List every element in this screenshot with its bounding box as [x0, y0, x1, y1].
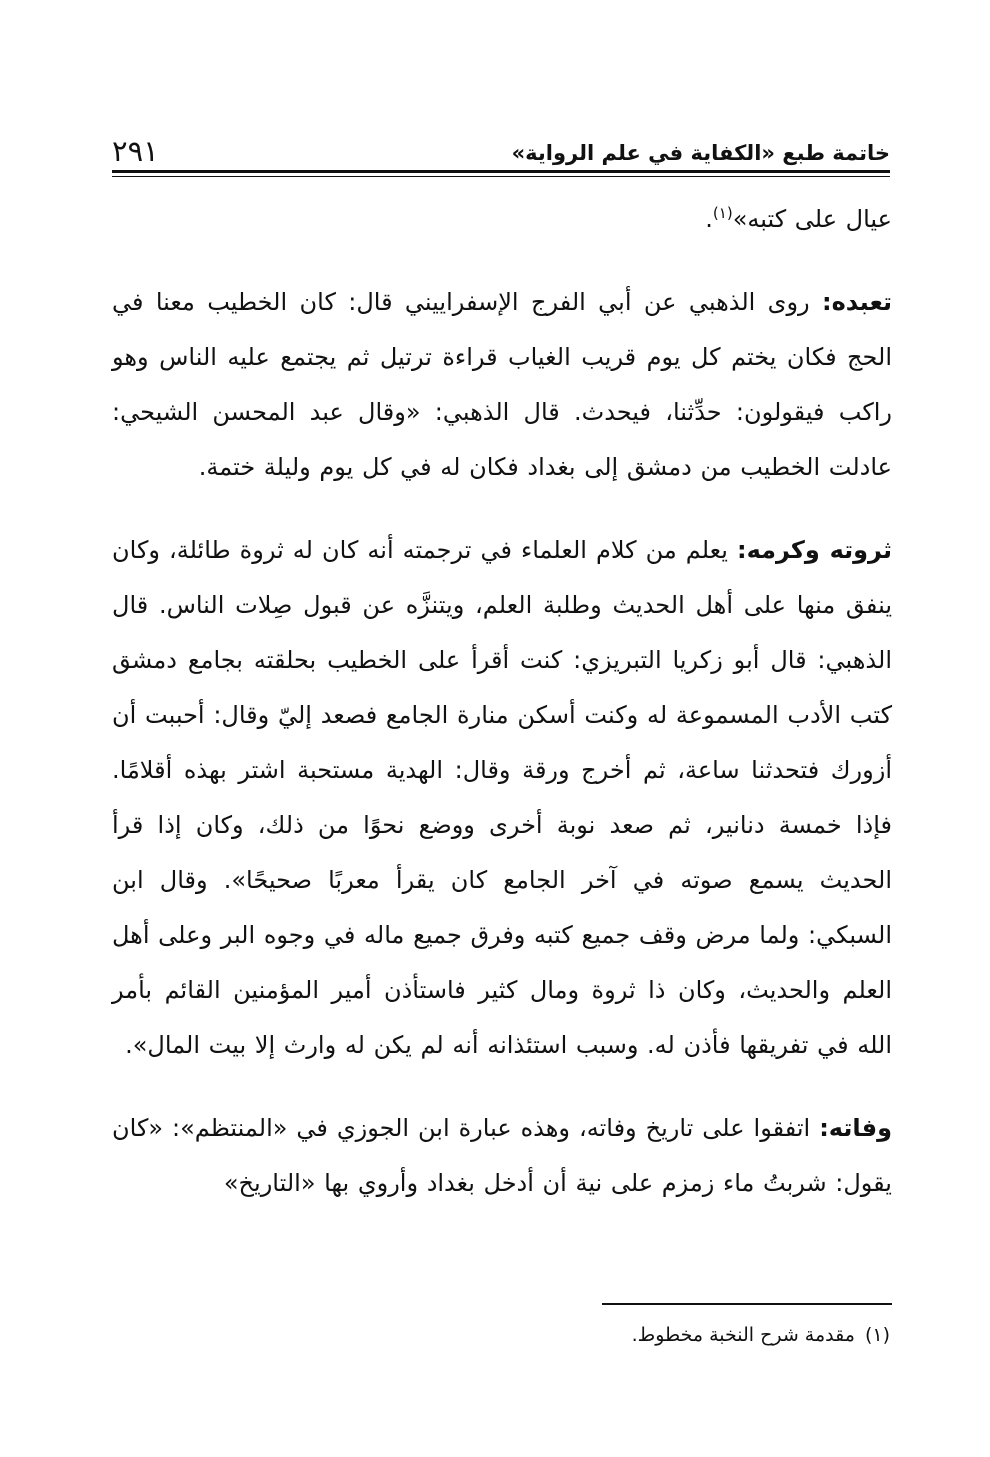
- section-lead-death: وفاته:: [819, 1114, 892, 1142]
- paragraph-continuation: [112, 192, 892, 247]
- footnote: [112, 1318, 890, 1352]
- main-text: [112, 192, 892, 1211]
- footnote-reference: (١): [712, 204, 733, 222]
- paragraph-devotion: [112, 275, 892, 495]
- paragraph-text: اتفقوا على تاريخ وفاته، وهذه عبارة ابن الجوزي في «المنتظم»: «كان يقول: شربتُ ماء زمزم على نية أن أدخل بغداد وأروي بها «التاريخ»: [112, 1114, 892, 1197]
- paragraph-text: يعلم من كلام العلماء في ترجمته أنه كان له ثروة طائلة، وكان ينفق منها على أهل الحديث وطلبة العلم، ويتنزَّه عن قبول صِلات الناس. قال الذهبي: قال أبو زكريا التبريزي: كنت أقرأ على الخطيب بحلقته بجامع دمشق كتب الأدب المسموعة له وكنت أسكن منارة الجامع فصعد إليّ وقال: أحببت أن أزورك فتحدثنا ساعة، ثم أخرج ورقة وقال: الهدية مستحبة اشتر بهذه أقلامًا. فإذا خمسة دنانير، ثم صعد نوبة أخرى ووضع نحوًا من ذلك، وكان إذا قرأ الحديث يسمع صوته في آخر الجامع كان يقرأ معربًا صحيحًا». وقال ابن السبكي: ولما مرض وقف جميع كتبه وفرق جميع ماله في وجوه البر وعلى أهل العلم والحديث، وكان ذا ثروة ومال كثير فاستأذن أمير المؤمنين القائم بأمر الله في تفريقها فأذن له. وسبب استئذانه أنه لم يكن له وارث إلا بيت المال».: [112, 536, 892, 1059]
- paragraph-end: .: [705, 205, 713, 233]
- header-rule-thin: [112, 176, 890, 177]
- header-rule-thick: [112, 170, 890, 173]
- section-lead-devotion: تعبده:: [822, 288, 892, 316]
- footnote-text: مقدمة شرح النخبة مخطوط.: [631, 1324, 855, 1346]
- paragraph-death: [112, 1101, 892, 1211]
- running-header: [112, 120, 890, 168]
- running-title: خاتمة طبع «الكفاية في علم الرواية»: [511, 141, 890, 165]
- paragraph-text: عيال على كتبه»: [732, 205, 892, 233]
- section-lead-wealth: ثروته وكرمه:: [736, 536, 892, 564]
- footnote-separator: [602, 1303, 892, 1305]
- paragraph-wealth: [112, 523, 892, 1073]
- paragraph-text: روى الذهبي عن أبي الفرج الإسفراييني قال: كان الخطيب معنا في الحج فكان يختم كل يوم قريب الغياب قراءة ترتيل ثم يجتمع عليه الناس وهو راكب فيقولون: حدِّثنا، فيحدث. قال الذهبي: «وقال عبد المحسن الشيحي: عادلت الخطيب من دمشق إلى بغداد فكان له في كل يوم وليلة ختمة.: [112, 288, 892, 481]
- page-number: ٢٩١: [112, 134, 159, 168]
- footnote-marker: (١): [864, 1324, 890, 1346]
